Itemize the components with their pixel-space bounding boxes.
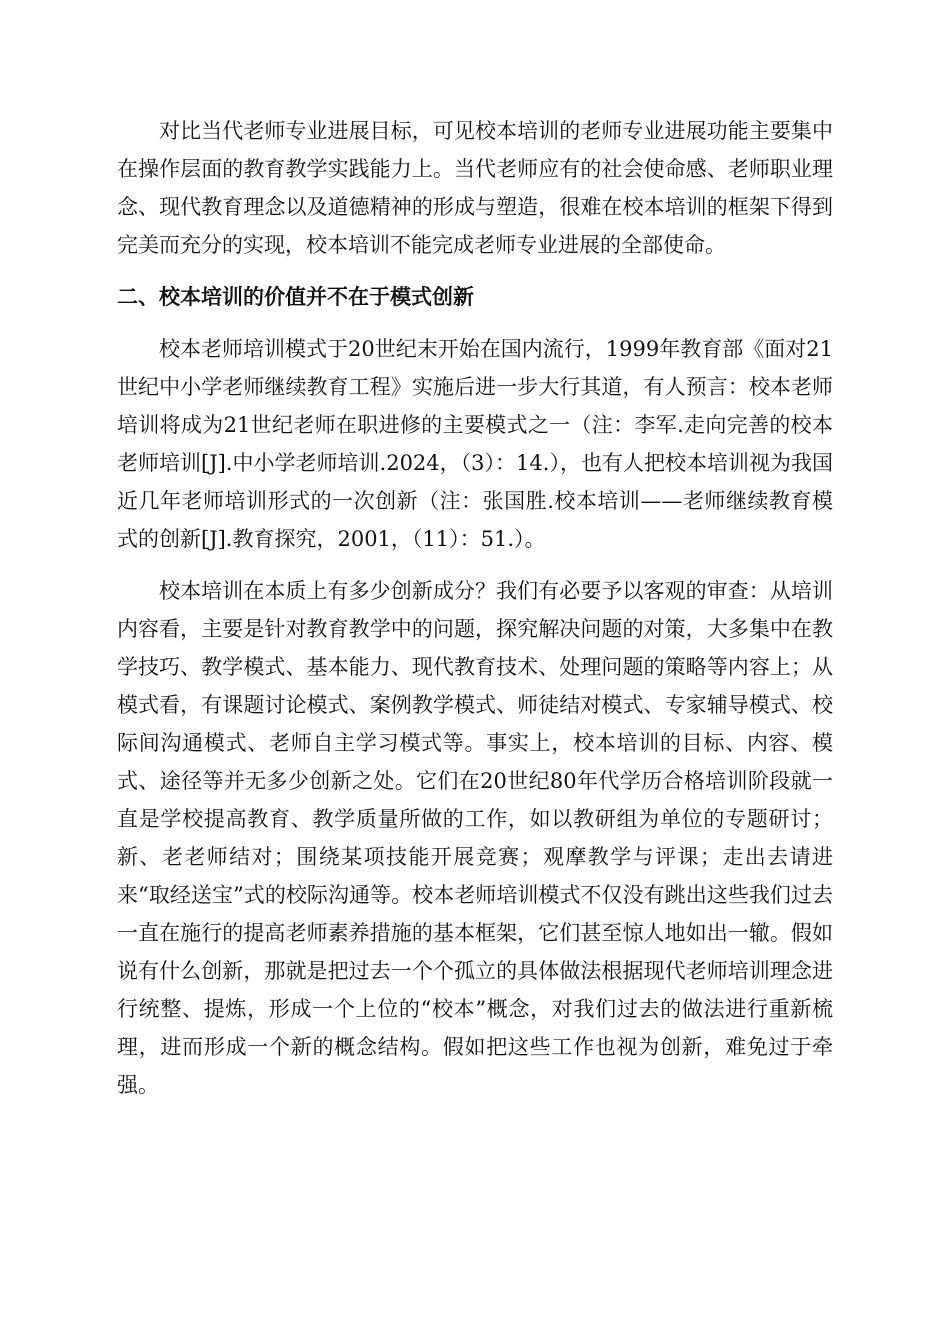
paragraph-2: 校本老师培训模式于20世纪末开始在国内流行，1999年教育部《面对21世纪中小学老师继续教育工程》实施后进一步大行其道，有人预言：校本老师培训将成为21世纪老师在职进修的主要模式之一（注：李军.走向完善的校本老师培训[J].中小学老师培训.2024，（3）：14.），也有人把校本培训视为我国近几年老师培训形式的一次创新（注：张国胜.校本培训——老师继续教育模式的创新[J].教育探究，2001，（11）：51.）。 [117, 337, 833, 551]
document-body [117, 112, 833, 1104]
section-heading: 二、校本培训的价值并不在于模式创新 [117, 285, 474, 309]
paragraph-1: 对比当代老师专业进展目标，可见校本培训的老师专业进展功能主要集中在操作层面的教育教学实践能力上。当代老师应有的社会使命感、老师职业理念、现代教育理念以及道德精神的形成与塑造，很难在校本培训的框架下得到完美而充分的实现，校本培训不能完成老师专业进展的全部使命。 [117, 119, 833, 257]
paragraph-3: 校本培训在本质上有多少创新成分？我们有必要予以客观的审查：从培训内容看，主要是针对教育教学中的问题，探究解决问题的对策，大多集中在教学技巧、教学模式、基本能力、现代教育技术、处理问题的策略等内容上；从模式看，有课题讨论模式、案例教学模式、师徒结对模式、专家辅导模式、校际间沟通模式、老师自主学习模式等。事实上，校本培训的目标、内容、模式、途径等并无多少创新之处。它们在20世纪80年代学历合格培训阶段就一直是学校提高教育、教学质量所做的工作，如以教研组为单位的专题研讨；新、老老师结对；围绕某项技能开展竞赛；观摩教学与评课；走出去请进来“取经送宝”式的校际沟通等。校本老师培训模式不仅没有跳出这些我们过去一直在施行的提高老师素养措施的基本框架，它们甚至惊人地如出一辙。假如说有什么创新，那就是把过去一个个孤立的具体做法根据现代老师培训理念进行统整、提炼，形成一个上位的“校本”概念，对我们过去的做法进行重新梳理，进而形成一个新的概念结构。假如把这些工作也视为创新，难免过于牵强。 [117, 579, 833, 1097]
